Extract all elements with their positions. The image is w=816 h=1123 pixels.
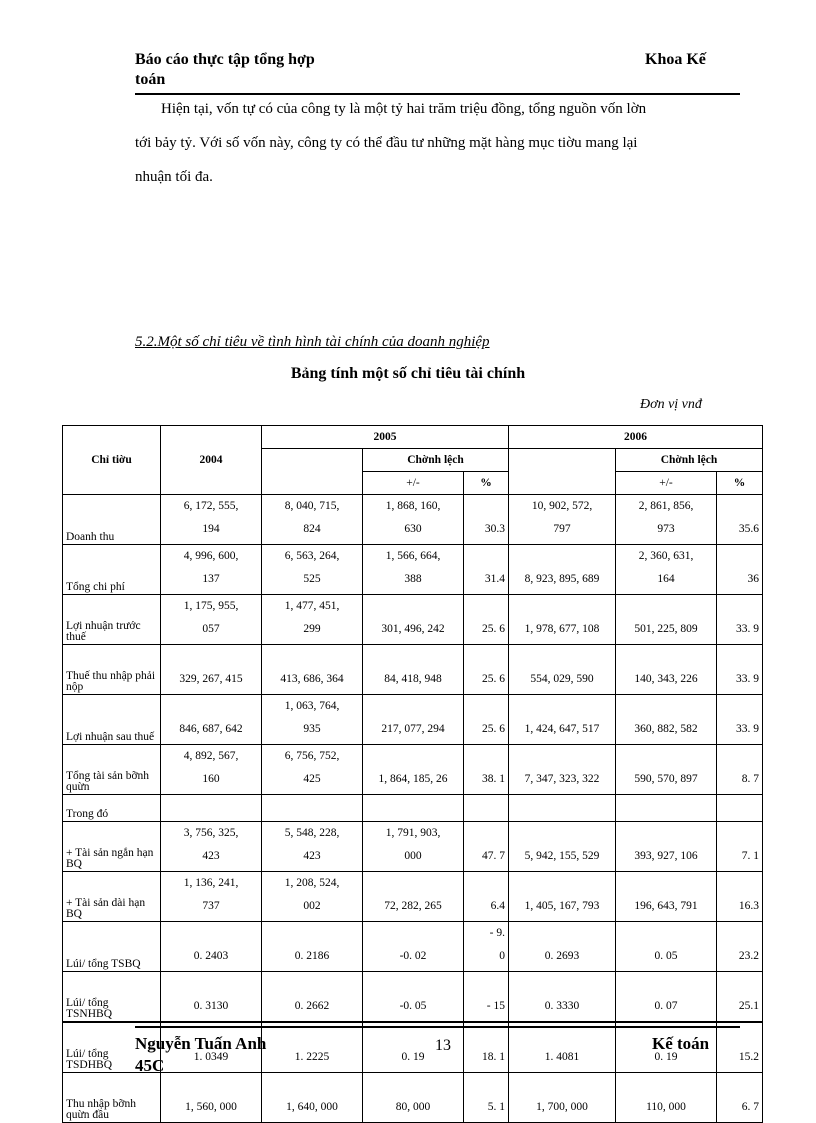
cell-2005-percent bbox=[464, 545, 509, 595]
header-faculty: Khoa Kế bbox=[645, 51, 706, 68]
cell-2005-diff bbox=[363, 495, 464, 545]
col-header-2005-plusminus: +/- bbox=[363, 472, 464, 495]
intro-line-3: nhuận tối đa. bbox=[135, 169, 213, 185]
cell-2006-text: 8, 923, 895, 689 bbox=[524, 573, 600, 585]
cell-indicator-text: Lợi nhuận sau thuế bbox=[66, 731, 155, 743]
cell-2006-percent bbox=[717, 645, 763, 695]
cell-2005-text: 935 bbox=[303, 723, 321, 735]
cell-2006-diff-text: 0. 19 bbox=[654, 1051, 678, 1063]
cell-2006-percent bbox=[717, 745, 763, 795]
cell-2005 bbox=[262, 872, 363, 922]
cell-2005-percent-text: 5. 1 bbox=[487, 1101, 505, 1113]
cell-2006-diff bbox=[616, 922, 717, 972]
cell-2004-text: 1, 560, 000 bbox=[185, 1101, 237, 1113]
cell-2006-diff-text: 973 bbox=[657, 523, 675, 535]
cell-2006-diff-text: 110, 000 bbox=[646, 1101, 686, 1113]
col-header-2005-value bbox=[262, 449, 363, 495]
table-row bbox=[63, 795, 763, 822]
cell-2005-diff-text: 80, 000 bbox=[395, 1101, 431, 1113]
cell-2005-diff bbox=[363, 822, 464, 872]
cell-2006-text: 1. 4081 bbox=[544, 1051, 580, 1063]
cell-2004-text: 3, 756, 325, bbox=[183, 827, 239, 839]
cell-2005-text: 1. 2225 bbox=[294, 1051, 330, 1063]
cell-2005-percent bbox=[464, 645, 509, 695]
financial-indicators-table bbox=[62, 425, 763, 1123]
unit-label: Đơn vị vnđ bbox=[640, 397, 702, 412]
cell-2005-text: 5, 548, 228, bbox=[284, 827, 340, 839]
col-header-2004: 2004 bbox=[161, 426, 262, 495]
cell-indicator bbox=[63, 972, 161, 1023]
cell-2004-text: 846, 687, 642 bbox=[179, 723, 243, 735]
footer-author-name: Nguyễn Tuấn Anh bbox=[135, 1034, 267, 1053]
cell-2006-diff-text: 2, 861, 856, bbox=[638, 500, 694, 512]
cell-2004-text: 160 bbox=[202, 773, 220, 785]
cell-2006-percent bbox=[717, 1073, 763, 1123]
cell-indicator-text: Lúi/ tổng TSBQ bbox=[66, 958, 141, 970]
cell-2006-diff-text: 196, 643, 791 bbox=[634, 900, 698, 912]
cell-2004-text: 0. 3130 bbox=[193, 1000, 229, 1012]
cell-2006-diff bbox=[616, 872, 717, 922]
table-row bbox=[63, 822, 763, 872]
cell-indicator-text: + Tài sản dài hạn BQ bbox=[66, 897, 146, 920]
cell-indicator-text: Tổng tài sản bỡnh quừn bbox=[66, 770, 150, 793]
cell-2005-percent bbox=[464, 595, 509, 645]
cell-2006-diff bbox=[616, 695, 717, 745]
cell-2006-percent-text: 33. 9 bbox=[736, 723, 759, 735]
cell-2006-percent-text: 33. 9 bbox=[736, 673, 759, 685]
cell-indicator bbox=[63, 872, 161, 922]
cell-2005-text: 423 bbox=[303, 850, 321, 862]
cell-2004-text: 1. 0349 bbox=[193, 1051, 229, 1063]
cell-2005-diff-text: 388 bbox=[404, 573, 422, 585]
cell-2006-text: 1, 700, 000 bbox=[536, 1101, 588, 1113]
cell-indicator bbox=[63, 1073, 161, 1123]
cell-2005-percent bbox=[464, 695, 509, 745]
cell-2005-percent bbox=[464, 795, 509, 822]
cell-2004 bbox=[161, 922, 262, 972]
col-header-2006: 2006 bbox=[509, 426, 763, 449]
cell-2005-diff-text: 1, 791, 903, bbox=[385, 827, 441, 839]
cell-2006-text: 1, 405, 167, 793 bbox=[524, 900, 600, 912]
footer-divider bbox=[135, 1026, 740, 1028]
cell-2006-diff bbox=[616, 645, 717, 695]
page-footer bbox=[135, 1026, 740, 1076]
header-report-title-cont: toán bbox=[135, 71, 166, 88]
cell-2005-diff bbox=[363, 872, 464, 922]
cell-indicator bbox=[63, 695, 161, 745]
cell-2006-percent-text: 15.2 bbox=[738, 1051, 759, 1063]
col-header-2005-percent: % bbox=[464, 472, 509, 495]
table-row bbox=[63, 972, 763, 1023]
cell-indicator bbox=[63, 822, 161, 872]
cell-2004-text: 1, 175, 955, bbox=[183, 600, 239, 612]
cell-2005-percent-text: 25. 6 bbox=[482, 673, 505, 685]
cell-2006-percent-text: 16.3 bbox=[738, 900, 759, 912]
cell-2005 bbox=[262, 922, 363, 972]
cell-2006-diff bbox=[616, 595, 717, 645]
cell-2006-diff bbox=[616, 822, 717, 872]
col-header-indicator: Chỉ tiờu bbox=[63, 426, 161, 495]
cell-indicator bbox=[63, 795, 161, 822]
cell-2005-text: 1, 477, 451, bbox=[284, 600, 340, 612]
cell-2004 bbox=[161, 1073, 262, 1123]
intro-line-1: Hiện tại, vốn tự có của công ty là một tỷ hai trăm triệu đồng, tổng nguồn vốn lờn bbox=[161, 101, 647, 117]
cell-2004-text: 4, 996, 600, bbox=[183, 550, 239, 562]
cell-2004 bbox=[161, 872, 262, 922]
cell-indicator-text: Doanh thu bbox=[66, 531, 115, 543]
cell-2005 bbox=[262, 695, 363, 745]
cell-indicator bbox=[63, 645, 161, 695]
cell-2006-diff bbox=[616, 972, 717, 1023]
cell-2006-diff bbox=[616, 1073, 717, 1123]
cell-2005-diff bbox=[363, 1073, 464, 1123]
cell-2006-percent bbox=[717, 872, 763, 922]
cell-2004 bbox=[161, 972, 262, 1023]
cell-2005 bbox=[262, 795, 363, 822]
col-header-2005-diff: Chờnh lệch bbox=[363, 449, 509, 472]
cell-indicator-text: + Tài sản ngắn hạn BQ bbox=[66, 847, 154, 870]
table-row bbox=[63, 595, 763, 645]
cell-2005-percent-text: - 9. bbox=[489, 927, 505, 939]
cell-2006-text: 1, 978, 677, 108 bbox=[524, 623, 600, 635]
table-row bbox=[63, 745, 763, 795]
cell-indicator-text: Lúi/ tổng TSDHBQ bbox=[66, 1048, 113, 1071]
cell-2005-diff-text: 0. 19 bbox=[401, 1051, 425, 1063]
cell-2005 bbox=[262, 595, 363, 645]
cell-2006 bbox=[509, 595, 616, 645]
cell-2006-percent-text: 35.6 bbox=[738, 523, 759, 535]
section-title: 5.2.Một số chỉ tiêu về tình hình tài chính của doanh nghiệp bbox=[135, 334, 490, 350]
cell-2005-percent-text: 30.3 bbox=[484, 523, 505, 535]
cell-indicator-text: Tổng chi phí bbox=[66, 581, 125, 593]
cell-2004-text: 737 bbox=[202, 900, 220, 912]
cell-2006-percent bbox=[717, 972, 763, 1023]
cell-2006-percent bbox=[717, 495, 763, 545]
cell-indicator-text: Thuế thu nhập phải nộp bbox=[66, 670, 156, 693]
col-header-2006-percent: % bbox=[717, 472, 763, 495]
cell-2006 bbox=[509, 745, 616, 795]
cell-2006 bbox=[509, 922, 616, 972]
cell-2006-percent-text: 6. 7 bbox=[741, 1101, 759, 1113]
cell-2005-percent-text: 47. 7 bbox=[482, 850, 505, 862]
intro-paragraph bbox=[135, 92, 740, 194]
cell-2005-text: 0. 2186 bbox=[294, 950, 330, 962]
cell-2006 bbox=[509, 872, 616, 922]
cell-2006-text: 1, 424, 647, 517 bbox=[524, 723, 600, 735]
cell-2005-text: 8, 040, 715, bbox=[284, 500, 340, 512]
page-header bbox=[135, 50, 740, 95]
cell-2004-text: 137 bbox=[202, 573, 220, 585]
cell-2006 bbox=[509, 972, 616, 1023]
table-row bbox=[63, 1073, 763, 1123]
cell-2005-diff bbox=[363, 922, 464, 972]
cell-2004 bbox=[161, 822, 262, 872]
cell-2005-percent-text: 6.4 bbox=[490, 900, 505, 912]
page-number: 13 bbox=[435, 1037, 451, 1054]
cell-2006-percent-text: 25.1 bbox=[738, 1000, 759, 1012]
cell-2005-diff-text: 1, 868, 160, bbox=[385, 500, 441, 512]
cell-2006-diff-text: 360, 882, 582 bbox=[634, 723, 698, 735]
cell-2005 bbox=[262, 495, 363, 545]
cell-2005 bbox=[262, 745, 363, 795]
cell-2005-text: 824 bbox=[303, 523, 321, 535]
cell-2004-text: 0. 2403 bbox=[193, 950, 229, 962]
cell-2006 bbox=[509, 695, 616, 745]
cell-2004 bbox=[161, 595, 262, 645]
cell-2006 bbox=[509, 822, 616, 872]
cell-2006-diff bbox=[616, 795, 717, 822]
cell-2005-diff-text: 630 bbox=[404, 523, 422, 535]
cell-2005-diff bbox=[363, 645, 464, 695]
cell-2005-text: 6, 563, 264, bbox=[284, 550, 340, 562]
cell-2005-diff-text: -0. 02 bbox=[399, 950, 427, 962]
cell-2006-diff bbox=[616, 495, 717, 545]
cell-2006-percent-text: 36 bbox=[747, 573, 759, 585]
cell-2004-text: 423 bbox=[202, 850, 220, 862]
cell-2005 bbox=[262, 972, 363, 1023]
cell-indicator bbox=[63, 922, 161, 972]
cell-2006-text: 0. 3330 bbox=[544, 1000, 580, 1012]
cell-2005-percent bbox=[464, 1073, 509, 1123]
cell-2005 bbox=[262, 1073, 363, 1123]
cell-2005-diff bbox=[363, 595, 464, 645]
cell-2006 bbox=[509, 495, 616, 545]
cell-indicator-text: Thu nhập bỡnh quừn đầu bbox=[66, 1098, 136, 1121]
cell-2005-percent-text: 25. 6 bbox=[482, 723, 505, 735]
cell-2006-diff-text: 0. 05 bbox=[654, 950, 678, 962]
cell-2005-diff bbox=[363, 795, 464, 822]
cell-2006-diff-text: 164 bbox=[657, 573, 675, 585]
cell-2005-percent bbox=[464, 495, 509, 545]
cell-2004 bbox=[161, 695, 262, 745]
cell-2005-percent bbox=[464, 822, 509, 872]
cell-2006-diff-text: 2, 360, 631, bbox=[638, 550, 694, 562]
cell-2006-text: 797 bbox=[553, 523, 571, 535]
col-header-2006-plusminus: +/- bbox=[616, 472, 717, 495]
cell-2005 bbox=[262, 822, 363, 872]
cell-2005-diff-text: 301, 496, 242 bbox=[381, 623, 445, 635]
cell-2005-percent-text: 18. 1 bbox=[482, 1051, 505, 1063]
cell-2005-diff-text: 1, 566, 664, bbox=[385, 550, 441, 562]
cell-2005-percent-text: 0 bbox=[499, 950, 505, 962]
cell-indicator-text: Lợi nhuận trước thuế bbox=[66, 620, 141, 643]
footer-author-class: 45C bbox=[135, 1056, 165, 1075]
cell-2005-diff bbox=[363, 745, 464, 795]
cell-2005-text: 0. 2662 bbox=[294, 1000, 330, 1012]
cell-2006 bbox=[509, 795, 616, 822]
cell-2006 bbox=[509, 545, 616, 595]
cell-2005-diff bbox=[363, 972, 464, 1023]
cell-indicator bbox=[63, 745, 161, 795]
cell-2005-text: 413, 686, 364 bbox=[280, 673, 344, 685]
cell-indicator bbox=[63, 545, 161, 595]
cell-2005-diff-text: 217, 077, 294 bbox=[381, 723, 445, 735]
cell-2006 bbox=[509, 645, 616, 695]
cell-2005 bbox=[262, 545, 363, 595]
cell-2006-percent-text: 33. 9 bbox=[736, 623, 759, 635]
cell-2006-percent-text: 8. 7 bbox=[741, 773, 759, 785]
table-row bbox=[63, 695, 763, 745]
cell-2005-diff-text: -0. 05 bbox=[399, 1000, 427, 1012]
cell-2004-text: 1, 136, 241, bbox=[183, 877, 239, 889]
cell-2006-percent bbox=[717, 822, 763, 872]
cell-indicator-text: Lúi/ tổng TSNHBQ bbox=[66, 997, 113, 1020]
cell-2006-text: 554, 029, 590 bbox=[530, 673, 594, 685]
cell-2005-diff bbox=[363, 545, 464, 595]
cell-2006 bbox=[509, 1073, 616, 1123]
cell-2005-percent-text: 25. 6 bbox=[482, 623, 505, 635]
footer-department: Kế toán bbox=[652, 1034, 710, 1053]
cell-2004-text: 057 bbox=[202, 623, 220, 635]
cell-2005-text: 1, 063, 764, bbox=[284, 700, 340, 712]
cell-2006-text: 10, 902, 572, bbox=[531, 500, 593, 512]
cell-2005-percent-text: 31.4 bbox=[484, 573, 505, 585]
cell-2005-text: 6, 756, 752, bbox=[284, 750, 340, 762]
cell-2005 bbox=[262, 645, 363, 695]
col-header-2006-diff: Chờnh lệch bbox=[616, 449, 763, 472]
cell-2006-text: 0. 2693 bbox=[544, 950, 580, 962]
cell-2005-text: 1, 640, 000 bbox=[286, 1101, 338, 1113]
cell-2004 bbox=[161, 795, 262, 822]
cell-2004 bbox=[161, 495, 262, 545]
cell-2006-text: 5, 942, 155, 529 bbox=[524, 850, 600, 862]
cell-2004-text: 4, 892, 567, bbox=[183, 750, 239, 762]
cell-2006-text: 7, 347, 323, 322 bbox=[524, 773, 600, 785]
cell-2006-percent-text: 23.2 bbox=[738, 950, 759, 962]
cell-2005-diff-text: 000 bbox=[404, 850, 422, 862]
table-row bbox=[63, 872, 763, 922]
cell-2006-diff bbox=[616, 545, 717, 595]
cell-2004-text: 6, 172, 555, bbox=[183, 500, 239, 512]
cell-2005-diff-text: 72, 282, 265 bbox=[384, 900, 442, 912]
cell-2005-percent bbox=[464, 872, 509, 922]
cell-2005-diff-text: 1, 864, 185, 26 bbox=[378, 773, 448, 785]
cell-2006-diff-text: 501, 225, 809 bbox=[634, 623, 698, 635]
cell-2005-text: 002 bbox=[303, 900, 321, 912]
cell-indicator bbox=[63, 595, 161, 645]
cell-2005-text: 525 bbox=[303, 573, 321, 585]
header-report-title: Báo cáo thực tập tổng hợp bbox=[135, 51, 315, 68]
cell-2006-diff bbox=[616, 745, 717, 795]
cell-2005-text: 299 bbox=[303, 623, 321, 635]
cell-2005-diff bbox=[363, 695, 464, 745]
table-title: Bảng tính một số chỉ tiêu tài chính bbox=[290, 365, 526, 382]
cell-2006-percent-text: 7. 1 bbox=[741, 850, 759, 862]
col-header-2006-value bbox=[509, 449, 616, 495]
cell-2005-percent bbox=[464, 745, 509, 795]
cell-2006-percent bbox=[717, 595, 763, 645]
cell-2006-diff-text: 140, 343, 226 bbox=[634, 673, 698, 685]
cell-2005-text: 425 bbox=[303, 773, 321, 785]
cell-2005-percent-text: 38. 1 bbox=[482, 773, 505, 785]
cell-2006-diff-text: 393, 927, 106 bbox=[634, 850, 698, 862]
cell-2006-percent bbox=[717, 545, 763, 595]
cell-2006-diff-text: 0. 07 bbox=[654, 1000, 678, 1012]
cell-indicator-text: Trong đó bbox=[66, 808, 109, 820]
cell-2004-text: 329, 267, 415 bbox=[179, 673, 243, 685]
cell-2006-percent bbox=[717, 695, 763, 745]
table-row bbox=[63, 495, 763, 545]
cell-2005-percent-text: - 15 bbox=[486, 1000, 505, 1012]
cell-2004-text: 194 bbox=[202, 523, 220, 535]
cell-2004 bbox=[161, 645, 262, 695]
table-row bbox=[63, 545, 763, 595]
cell-2006-diff-text: 590, 570, 897 bbox=[634, 773, 698, 785]
cell-2006-percent bbox=[717, 922, 763, 972]
cell-2004 bbox=[161, 745, 262, 795]
cell-2005-text: 1, 208, 524, bbox=[284, 877, 340, 889]
cell-2005-percent bbox=[464, 972, 509, 1023]
cell-2005-diff-text: 84, 418, 948 bbox=[384, 673, 442, 685]
table-row bbox=[63, 645, 763, 695]
cell-2005-percent bbox=[464, 922, 509, 972]
cell-indicator bbox=[63, 495, 161, 545]
col-header-2005: 2005 bbox=[262, 426, 509, 449]
table-row bbox=[63, 922, 763, 972]
cell-2006-percent bbox=[717, 795, 763, 822]
cell-2004 bbox=[161, 545, 262, 595]
intro-line-2: tới bảy tỷ. Với số vốn này, công ty có thể đầu tư những mặt hàng mục tiờu mang lại bbox=[135, 135, 638, 151]
